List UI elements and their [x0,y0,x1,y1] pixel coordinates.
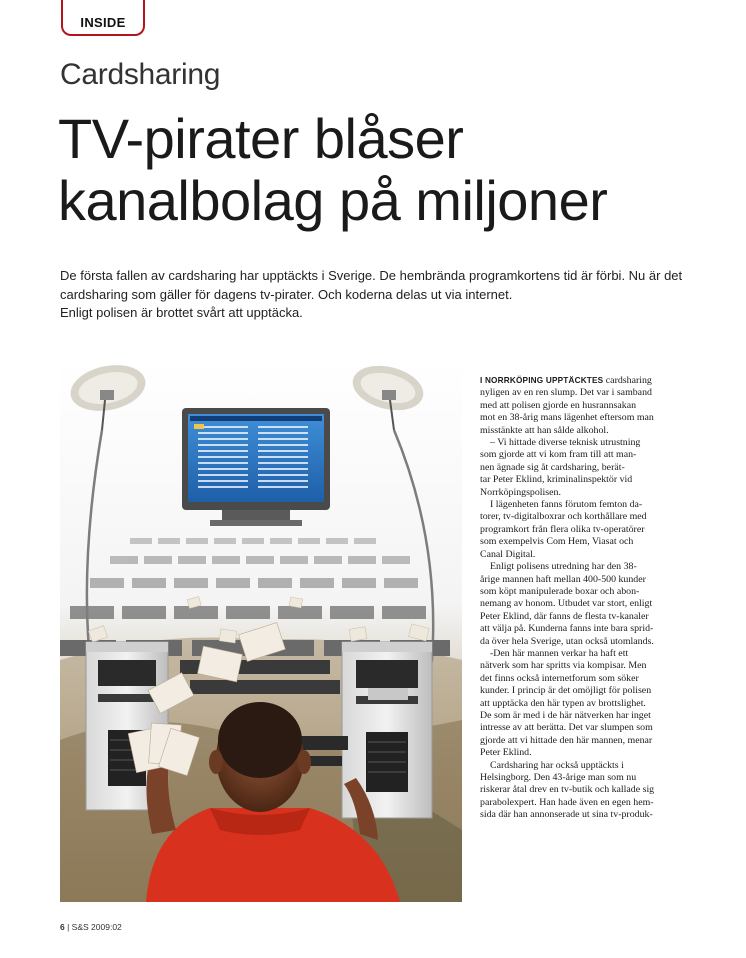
section-tab-label: INSIDE [80,15,126,30]
lead-caps: I NORRKÖPING UPPTÄCKTES [480,376,604,385]
headline-line-2: kanalbolag på miljoner [58,169,608,232]
body-paragraph: Cardsharing har också upptäckts i Helsingborg. Den 43-årige man som nu riskerar åtal drev en tv-butik och kallade sig parabolexpert. Han hade även en egen hem- sida där han annonserade ut sina tv-produk- [480,759,655,821]
page-number: 6 [60,922,65,932]
headline-line-1: TV-pirater blåser [58,107,464,170]
issue-label: S&S 2009:02 [71,922,122,932]
body-paragraph: I lägenheten fanns förutom femton da- torer, tv-digitalboxrar och korthållare med programkort från flera olika tv-operatörer som exempelvis Com Hem, Viasat och Canal Digital. [480,499,647,560]
lead-paragraph [60,267,730,323]
lead-line: Enligt polisen är brottet svårt att upptäcka. [60,305,303,320]
body-paragraph: -Den här mannen verkar ha haft ett nätverk som har spritts via kompisar. Men det finns också internetforum som söker kunder. I princip är det omöjligt för polisen att upptäcka den här typen av brottslighet. De som är med i de här nätverken har inget intresse av att berätta. Det var slumpen som gjorde att vi hittade den här mannen, menar Peter Eklind. [480,647,653,759]
body-paragraph: I NORRKÖPING UPPTÄCKTES cardsharing nyligen av en ren slump. Det var i samband med att polisen gjorde en husrannsakan mot en 38-årig mans lägenhet eftersom man misstänkte att han sålde alkohol. [480,375,654,436]
section-tab [61,0,145,36]
body-paragraph: Enligt polisens utredning har den 38- årige mannen haft mellan 400-500 kunder som köpt manipulerade boxar och abon- nemang av honom. Utbudet var stort, enligt Peter Eklind, där fanns de flesta tv-kanaler att välja på. Kunderna fanns inte bara sprid- da över hela Sverige, utan också utomlands. [480,561,654,647]
lead-line: De första fallen av cardsharing har upptäckts i Sverige. De hembrända programkortens tid är förbi. Nu är det [60,268,683,283]
router-icon [368,688,408,700]
television-icon [182,408,330,526]
headline [58,108,607,232]
lead-line: cardsharing som gäller för dagens tv-pirater. Och koderna delas ut via internet. [60,286,513,302]
article-body [480,375,690,822]
folio-separator: | [64,922,72,932]
kicker: Cardsharing [60,58,221,91]
cardsharing-illustration [60,360,462,902]
page-folio [60,922,122,932]
body-paragraph: – Vi hittade diverse teknisk utrustning som gjorde att vi kom fram till att man- nen ägnade sig åt cardsharing, berät- tar Peter Eklind, kriminalinspektör vid Norrköpingspolisen. [480,437,641,498]
